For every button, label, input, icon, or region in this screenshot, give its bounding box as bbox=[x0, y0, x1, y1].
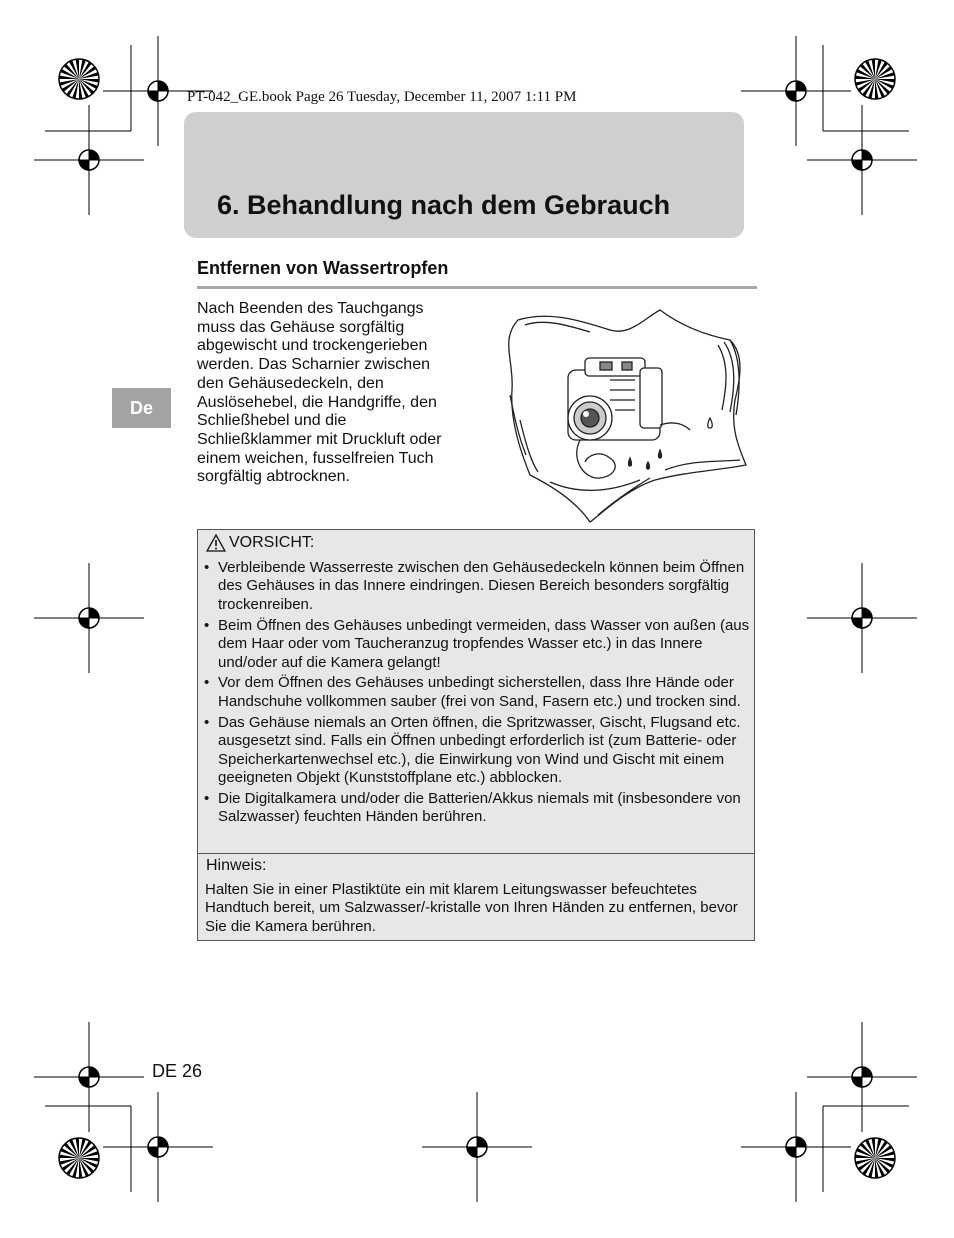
section-title: Entfernen von Wassertropfen bbox=[197, 258, 449, 278]
caution-item: • Beim Öffnen des Gehäuses unbedingt vermeiden, dass Wasser von außen (aus dem Haar oder vom Taucheranzug tropfendes Wasser etc.) in das Innere und/oder auf die Kamera gelangt! bbox=[204, 617, 752, 672]
warning-triangle-icon bbox=[206, 534, 226, 552]
caution-item: • Das Gehäuse niemals an Orten öffnen, die Spritzwasser, Gischt, Flugsand etc. ausgesetzt sind. Falls ein Öffnen unbedingt erforderlich ist (zum Batterie- oder Speicherkartenwechsel etc.), die Einwirkung von Wind und Gischt mit einem geeigneten Objekt (Kunststoffplane etc.) abblocken. bbox=[204, 714, 752, 788]
starburst-target-icon bbox=[59, 1138, 99, 1178]
intro-line: Auslösehebel, die Handgriffe, den bbox=[197, 393, 437, 411]
print-header: PT-042_GE.book Page 26 Tuesday, December 11, 2007 1:11 PM bbox=[187, 89, 577, 105]
starburst-target-icon bbox=[855, 59, 895, 99]
intro-line: abgewischt und trockengerieben bbox=[197, 337, 428, 355]
caution-list bbox=[204, 559, 752, 829]
caution-item: • Verbleibende Wasserreste zwischen den Gehäusedeckeln können beim Öffnen des Gehäuses in das Innere eindringen. Diesen Bereich besonders sorgfältig trockenreiben. bbox=[204, 559, 752, 614]
chapter-title: 6. Behandlung nach dem Gebrauch bbox=[217, 190, 671, 220]
intro-line: Schließhebel und die bbox=[197, 412, 347, 430]
starburst-target-icon bbox=[59, 59, 99, 99]
intro-line: Nach Beenden des Tauchgangs bbox=[197, 300, 424, 317]
intro-paragraph bbox=[197, 300, 487, 487]
intro-line: werden. Das Scharnier zwischen bbox=[197, 356, 430, 374]
note-text: Halten Sie in einer Plastiktüte ein mit klarem Leitungswasser befeuchtetes Handtuch bereit, um Salzwasser/-kristalle von Ihren Händen zu entfernen, bevor Sie die Kamera berühren. bbox=[205, 881, 738, 935]
intro-line: den Gehäusedeckeln, den bbox=[197, 374, 384, 392]
caution-heading-text: VORSICHT: bbox=[229, 534, 315, 551]
camera-towel-illustration bbox=[490, 300, 760, 525]
caution-box bbox=[197, 529, 755, 941]
page-number: DE 26 bbox=[152, 1061, 203, 1081]
caution-item: • Vor dem Öffnen des Gehäuses unbedingt sicherstellen, dass Ihre Hände oder Handschuhe vollkommen sauber (frei von Sand, Fasern etc.) und trocken sind. bbox=[204, 674, 752, 711]
caution-heading bbox=[206, 534, 314, 552]
language-tab: De bbox=[112, 388, 171, 428]
note-divider bbox=[198, 853, 754, 854]
intro-line: Schließklammer mit Druckluft oder bbox=[197, 430, 442, 448]
caution-item: • Die Digitalkamera und/oder die Batterien/Akkus niemals mit (insbesondere von Salzwasser) feuchten Händen berühren. bbox=[204, 790, 752, 827]
intro-line: einem weichen, fusselfreien Tuch bbox=[197, 449, 434, 467]
section-rule bbox=[197, 286, 757, 289]
note-heading: Hinweis: bbox=[206, 857, 267, 874]
starburst-target-icon bbox=[855, 1138, 895, 1178]
intro-line: sorgfältig abtrocknen. bbox=[197, 468, 350, 486]
intro-line: muss das Gehäuse sorgfältig bbox=[197, 318, 405, 336]
